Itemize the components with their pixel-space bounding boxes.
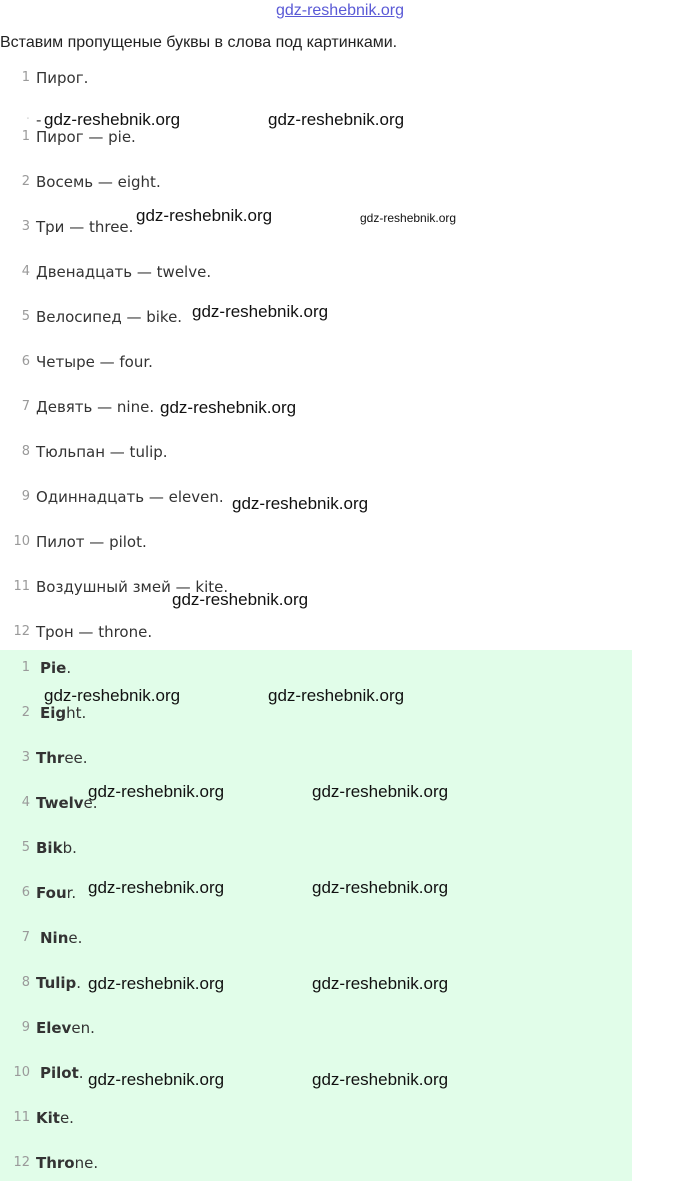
answer-text [40,656,71,680]
answer-rest-part: r. [66,884,77,902]
item-number: 12 [13,1155,30,1170]
item-number: 5 [21,840,30,855]
answer-rest-part: ee. [64,749,88,767]
item-text: Девять — nine. [36,398,155,416]
answer-rest-part: e. [68,929,83,947]
answer-bold-part: Thro [36,1154,75,1172]
item-number: 2 [21,705,30,720]
answer-bold-part: Bik [36,839,63,857]
answer-bold-part: Nin [40,929,69,947]
answer-rest-part: . [78,1064,84,1082]
answer-text [40,1061,84,1085]
intro-text: Вставим пропущеные буквы в слова под картинками. [0,34,398,51]
item-text: Пирог. [36,69,89,87]
item-number: 4 [21,264,30,279]
item-number: 11 [13,1110,30,1125]
item-text: Пирог — pie. [36,128,136,146]
watermark: gdz-reshebnik.org [192,302,329,321]
item-number: 1 [21,70,30,85]
watermark: gdz-reshebnik.org [88,1070,225,1089]
answer-bold-part: Fou [36,884,67,902]
answer-bold-part: Elev [36,1019,72,1037]
watermark: gdz-reshebnik.org [44,686,181,705]
answer-text [36,1106,74,1130]
item-text: Четыре — four. [36,353,153,371]
answer-rest-part: ne. [74,1154,99,1172]
answers-block [0,650,632,1181]
item-number: 12 [13,624,30,639]
item-number: 6 [21,354,30,369]
watermark: gdz-reshebnik.org [268,686,405,705]
answer-text [36,746,88,770]
answer-text [36,1151,98,1175]
item-number: 5 [21,309,30,324]
answer-bold-part: Pilot [40,1064,79,1082]
answer-text [36,836,77,860]
watermark: gdz-reshebnik.org [160,398,297,417]
item-text: Двенадцать — twelve. [36,263,212,281]
watermark: gdz-reshebnik.org [172,590,309,609]
item-text: Тюльпан — tulip. [36,443,168,461]
item-text: - [36,111,42,129]
item-number: · [25,112,30,127]
answer-text [36,1016,95,1040]
answer-rest-part: e. [83,794,98,812]
item-number: 10 [13,1065,30,1080]
watermark: gdz-reshebnik.org [312,1070,449,1089]
answer-text [36,881,76,905]
watermark: gdz-reshebnik.org [136,206,273,225]
item-number: 1 [21,660,30,675]
item-number: 3 [21,750,30,765]
answer-bold-part: Kit [36,1109,60,1127]
watermark: gdz-reshebnik.org [268,110,405,129]
answer-bold-part: Pie [40,659,67,677]
item-number: 10 [13,534,30,549]
item-number: 2 [21,174,30,189]
answer-rest-part: . [66,659,72,677]
watermark: gdz-reshebnik.org [88,782,225,801]
answer-rest-part: b. [62,839,77,857]
watermark: gdz-reshebnik.org [232,494,369,513]
watermark: gdz-reshebnik.org [88,878,225,897]
item-number: 9 [21,1020,30,1035]
watermark: gdz-reshebnik.org [44,110,181,129]
watermark: gdz-reshebnik.org [312,878,449,897]
item-number: 7 [21,399,30,414]
answer-bold-part: Twelv [36,794,84,812]
answer-text [40,926,82,950]
item-number: 9 [21,489,30,504]
item-text: Трон — throne. [36,623,153,641]
answer-bold-part: Tulip [36,974,77,992]
item-text: Воздушный змей — kite. [36,578,229,596]
answer-bold-part: Eig [40,704,67,722]
watermark: gdz-reshebnik.org [312,782,449,801]
item-number: 4 [21,795,30,810]
item-text: Три — three. [36,218,134,236]
item-number: 11 [13,579,30,594]
answer-text [36,971,81,995]
item-number: 7 [21,930,30,945]
watermark: gdz-reshebnik.org [312,974,449,993]
watermark: gdz-reshebnik.org [88,974,225,993]
item-text: Пилот — pilot. [36,533,147,551]
item-number: 6 [21,885,30,900]
item-number: 8 [21,975,30,990]
item-number: 1 [21,129,30,144]
answer-rest-part: . [76,974,82,992]
item-text: Велосипед — bike. [36,308,183,326]
answer-rest-part: en. [71,1019,95,1037]
watermark: gdz-reshebnik.org [360,211,457,225]
site-link-header[interactable]: gdz-reshebnik.org [275,2,405,19]
answer-rest-part: e. [59,1109,74,1127]
item-number: 8 [21,444,30,459]
item-text: Одиннадцать — eleven. [36,488,224,506]
item-number: 3 [21,219,30,234]
item-text: Восемь — eight. [36,173,161,191]
answer-rest-part: ht. [66,704,87,722]
answer-bold-part: Thr [36,749,65,767]
